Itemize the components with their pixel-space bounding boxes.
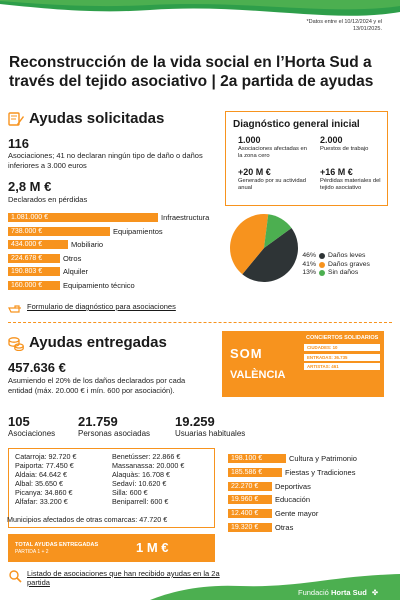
diagnostic-label: Pérdidas materiales del tejido asociativo (320, 178, 381, 191)
loss-bar-label: Mobiliario (71, 240, 104, 249)
municipalities-column-1 (15, 452, 77, 507)
spend-bar-value: 198.100 € (231, 455, 263, 462)
loss-bar-value: 434.000 € (11, 241, 43, 248)
diagnostic-cell (320, 135, 384, 153)
municipality-item: Aldaia: 64.642 € (15, 470, 67, 480)
coins-icon (8, 335, 24, 351)
loss-bar-label: Equipamientos (113, 226, 163, 236)
diagnostic-label: Generado por su actividad anual (238, 178, 306, 191)
loss-bar-row (8, 254, 81, 263)
municipalities-footer: Municipios afectados de otras comarcas: 47.720 € (7, 515, 168, 524)
loss-bar-value: 190.803 € (11, 268, 43, 275)
losses-text: Declarados en pérdidas (8, 195, 88, 204)
legend-pct: 46% (302, 252, 316, 259)
legend-label: Daños leves (328, 252, 366, 259)
spend-bar-label: Fiestas y Tradiciones (285, 467, 356, 477)
loss-bar (8, 240, 68, 249)
municipality-item: Paiporta: 77.450 € (15, 461, 74, 471)
loss-bar-label: Infraestructura (161, 213, 210, 222)
legend-swatch (319, 270, 325, 276)
loss-bar-value: 160.000 € (11, 281, 43, 289)
loss-bar-row (8, 213, 209, 222)
loss-bar-value: 224.678 € (11, 254, 43, 262)
spend-bar-value: 185.586 € (231, 468, 263, 476)
diagnostic-cell (238, 135, 308, 160)
solidarity-concerts-panel (300, 331, 384, 397)
spend-bar-value: 19.960 € (231, 496, 259, 504)
legend-label: Daños graves (328, 260, 370, 268)
legend-pct: 13% (302, 269, 316, 277)
municipality-item: Catarroja: 92.720 € (15, 452, 77, 461)
municipality-item: Massanassa: 20.000 € (112, 461, 185, 471)
legend-item (300, 261, 370, 270)
diagnostic-label: Puestos de trabajo (320, 146, 369, 152)
stat-value: 105 (8, 414, 30, 429)
spend-bar (228, 454, 286, 463)
stat-label: Personas asociadas (78, 429, 151, 438)
diagnostic-cell (320, 167, 384, 192)
stat-label: Asociaciones (8, 429, 56, 438)
associations-text: Asociaciones; 41 no declaran ningún tipo de daño o daños inferiores a 3.000 euros (8, 151, 203, 170)
diagnostic-label: Asociaciones afectadas en la zona cero (238, 146, 307, 159)
delivered-total: 457.636 € (8, 360, 66, 375)
footer-brand (298, 588, 378, 597)
spend-bar-label: Educación (275, 495, 311, 505)
legend-item (300, 252, 370, 261)
stat-associations (8, 415, 55, 438)
legend-swatch (319, 253, 325, 259)
loss-bar (8, 254, 60, 263)
spend-bar (228, 495, 272, 504)
loss-bar-row (8, 267, 88, 276)
diagnostic-value: +20 M € (238, 167, 271, 177)
municipality-item: Silla: 600 € (112, 488, 148, 498)
som-valencia-logo (222, 331, 300, 397)
footer-brand-name: Horta Sud (330, 588, 367, 597)
diagnostic-box (225, 111, 388, 206)
date-note: *Datos entre el 10/12/2024 y el 13/01/2025. (306, 19, 382, 32)
spend-bar (228, 509, 272, 518)
loss-bar (8, 267, 60, 276)
stat-label: Usuarias habituales (175, 429, 246, 438)
diagnostic-title: Diagnóstico general inicial (233, 119, 360, 130)
diagnostic-cell (238, 167, 308, 192)
stat-users (175, 415, 245, 438)
delivered-text: Asumiendo el 20% de los daños declarados por cada entidad (máx. 20.000 € i mín. 600 por asociación). (8, 376, 186, 395)
loss-bar (8, 227, 110, 236)
section-entregadas-title: Ayudas entregadas (29, 334, 167, 351)
diagnostic-form-link-row (8, 302, 176, 314)
municipality-item: Alfafar: 33.200 € (15, 497, 68, 507)
page-title: Reconstrucción de la vida social en l’Horta Sud a través del tejido asociativo | 2a partida de ayudas (9, 54, 374, 90)
loss-bar-row (8, 281, 135, 290)
concerts-title: CONCIERTOS SOLIDARIOS (306, 335, 379, 341)
total-box-value: 1 M € (136, 540, 169, 555)
loss-bar (8, 281, 60, 290)
associations-list-link[interactable]: Listado de asociaciones que han recibido ayudas en la 2a partida (27, 569, 220, 587)
svg-text:SOM: SOM (230, 346, 263, 361)
municipality-item: Albal: 35.650 € (15, 479, 63, 489)
pie-legend (300, 252, 370, 278)
legend-label: Sin daños (328, 269, 359, 277)
section-solicitadas-title: Ayudas solicitadas (29, 110, 165, 127)
spend-bar-label: Cultura y Patrimonio (289, 454, 357, 463)
spend-bar-row (228, 482, 311, 491)
spend-bar (228, 523, 272, 532)
losses-total: 2,8 M € (8, 179, 52, 194)
municipality-item: Picanya: 34.860 € (15, 488, 73, 498)
municipality-item: Sedaví: 10.620 € (112, 479, 167, 489)
section-divider (8, 322, 392, 323)
legend-pct: 41% (302, 260, 316, 268)
total-box-sub: PARTIDA 1 + 2 (15, 549, 49, 555)
pointer-hand-icon (8, 302, 22, 314)
loss-bar-value: 1.081.000 € (11, 214, 48, 221)
spend-bar-label: Otras (275, 523, 294, 532)
spend-bar-value: 12.400 € (231, 510, 259, 518)
total-box-label: TOTAL AYUDAS ENTREGADAS (15, 542, 99, 548)
spend-bar-row (228, 454, 357, 463)
associations-count: 116 (8, 136, 29, 151)
diagnostic-value: +16 M € (320, 167, 353, 177)
municipalities-column-2 (112, 452, 184, 507)
spend-bar-value: 19.320 € (231, 524, 259, 531)
stat-members (78, 415, 150, 438)
spend-bar-value: 22.270 € (231, 482, 259, 490)
footer-logo-icon: ✤ (371, 588, 379, 597)
diagnostic-value: 2.000 (320, 135, 343, 145)
damage-pie-chart (228, 212, 300, 284)
spend-bar (228, 468, 282, 477)
municipality-item: Benetússer: 22.866 € (112, 452, 181, 461)
loss-bar-label: Otros (63, 253, 82, 263)
legend-swatch (319, 262, 325, 268)
municipality-item: Beniparrell: 600 € (112, 497, 169, 507)
loss-bar-label: Equipamiento técnico (63, 280, 135, 290)
footer-brand-prefix: Fundació (298, 588, 329, 597)
spend-bar-row (228, 509, 318, 518)
concerts-pill: CIUDADES: 10 (304, 344, 380, 351)
section-entregadas-heading (8, 334, 167, 351)
loss-bar-row (8, 240, 103, 249)
spend-bar-label: Gente mayor (275, 509, 319, 519)
concerts-pill: ARTISTAS: 461 (304, 363, 380, 370)
loss-bar-value: 738.000 € (11, 227, 43, 235)
section-solicitadas-heading (8, 110, 164, 127)
spend-bar-label: Deportivas (275, 481, 311, 491)
stat-value: 19.259 (175, 414, 215, 429)
municipality-item: Alaquàs: 16.708 € (112, 470, 170, 480)
diagnostic-form-link[interactable]: Formulario de diagnóstico para asociaciones (27, 302, 176, 311)
loss-bar-label: Alquiler (63, 267, 89, 276)
loss-bar-row (8, 227, 163, 236)
svg-text:VALÈNCIA: VALÈNCIA (230, 369, 286, 381)
concerts-pill: ENTRADAS: 36.735 (304, 354, 380, 361)
loss-bar (8, 213, 158, 222)
stat-value: 21.759 (78, 414, 118, 429)
document-pen-icon (8, 111, 24, 127)
spend-bar (228, 482, 272, 491)
total-delivered-box (8, 534, 215, 562)
spend-bar-row (228, 468, 355, 477)
diagnostic-value: 1.000 (238, 135, 261, 145)
spend-bar-row (228, 523, 293, 532)
legend-item (300, 269, 370, 278)
spend-bar-row (228, 495, 310, 504)
